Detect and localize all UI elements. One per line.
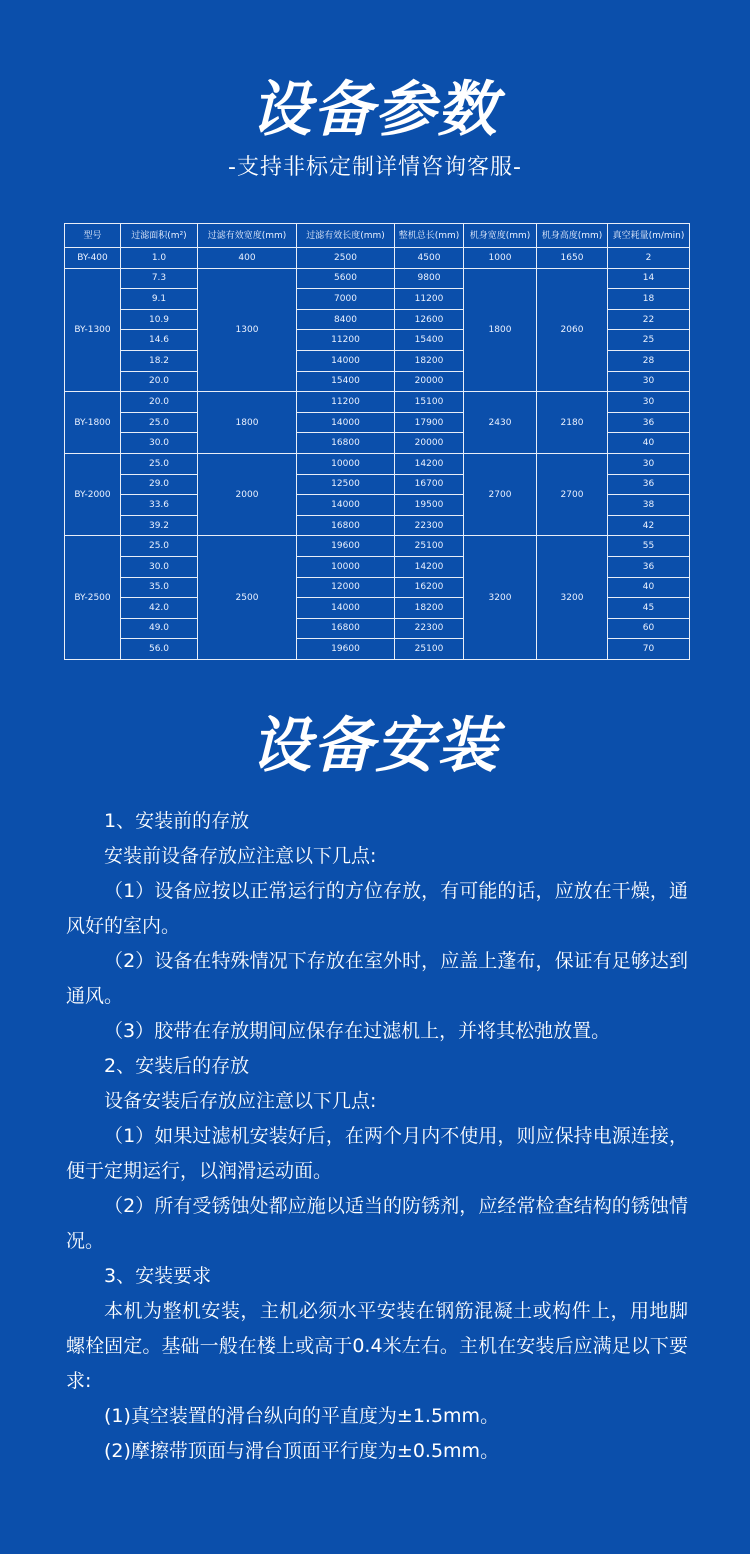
filter-area-cell: 35.0	[121, 577, 198, 598]
total-length-cell: 22300	[395, 618, 464, 639]
body-height-cell: 3200	[537, 536, 608, 660]
filter-width-cell: 2500	[198, 536, 297, 660]
vacuum-consumption-cell: 28	[608, 350, 690, 371]
install-paragraph: （2）设备在特殊情况下存放在室外时，应盖上蓬布，保证有足够达到通风。	[66, 950, 688, 1007]
vacuum-consumption-cell: 36	[608, 412, 690, 433]
body-width-cell: 2700	[464, 453, 537, 535]
filter-length-cell: 16800	[297, 433, 395, 454]
install-paragraph: (2)摩擦带顶面与滑台顶面平行度为±0.5mm。	[104, 1440, 500, 1462]
body-height-cell: 2180	[537, 392, 608, 454]
total-length-cell: 11200	[395, 289, 464, 310]
vacuum-consumption-cell: 60	[608, 618, 690, 639]
filter-width-cell: 1300	[198, 268, 297, 392]
vacuum-consumption-cell: 2	[608, 248, 690, 269]
column-header: 整机总长(mm)	[395, 224, 464, 248]
filter-length-cell: 19600	[297, 639, 395, 660]
body-height-cell: 2700	[537, 453, 608, 535]
total-length-cell: 18200	[395, 350, 464, 371]
total-length-cell: 25100	[395, 536, 464, 557]
filter-area-cell: 25.0	[121, 536, 198, 557]
vacuum-consumption-cell: 14	[608, 268, 690, 289]
model-cell: BY-400	[65, 248, 121, 269]
vacuum-consumption-cell: 30	[608, 371, 690, 392]
vacuum-consumption-cell: 42	[608, 515, 690, 536]
vacuum-consumption-cell: 38	[608, 495, 690, 516]
filter-length-cell: 8400	[297, 309, 395, 330]
filter-length-cell: 12500	[297, 474, 395, 495]
install-paragraph: 本机为整机安装，主机必须水平安装在钢筋混凝土或构件上，用地脚螺栓固定。基础一般在楼上或高于0.4米左右。主机在安装后应满足以下要求:	[66, 1300, 688, 1392]
vacuum-consumption-cell: 22	[608, 309, 690, 330]
body-width-cell: 2430	[464, 392, 537, 454]
total-length-cell: 14200	[395, 453, 464, 474]
total-length-cell: 19500	[395, 495, 464, 516]
table-row	[65, 392, 690, 413]
filter-length-cell: 11200	[297, 392, 395, 413]
filter-area-cell: 30.0	[121, 433, 198, 454]
total-length-cell: 17900	[395, 412, 464, 433]
install-content	[66, 804, 688, 1469]
filter-length-cell: 10000	[297, 556, 395, 577]
column-header: 过滤面积(m²)	[121, 224, 198, 248]
filter-length-cell: 14000	[297, 598, 395, 619]
install-paragraph: 2、安装后的存放	[104, 1055, 250, 1077]
filter-length-cell: 10000	[297, 453, 395, 474]
install-paragraph: （2）所有受锈蚀处都应施以适当的防锈剂，应经常检查结构的锈蚀情况。	[66, 1195, 688, 1252]
params-title: 设备参数	[251, 75, 499, 145]
filter-area-cell: 20.0	[121, 392, 198, 413]
spec-table	[64, 223, 690, 660]
filter-width-cell: 400	[198, 248, 297, 269]
vacuum-consumption-cell: 36	[608, 556, 690, 577]
total-length-cell: 9800	[395, 268, 464, 289]
vacuum-consumption-cell: 30	[608, 453, 690, 474]
vacuum-consumption-cell: 40	[608, 577, 690, 598]
total-length-cell: 4500	[395, 248, 464, 269]
filter-area-cell: 49.0	[121, 618, 198, 639]
filter-length-cell: 19600	[297, 536, 395, 557]
table-row	[65, 248, 690, 269]
column-header: 过滤有效长度(mm)	[297, 224, 395, 248]
vacuum-consumption-cell: 55	[608, 536, 690, 557]
install-paragraph: 1、安装前的存放	[104, 810, 250, 832]
total-length-cell: 22300	[395, 515, 464, 536]
filter-area-cell: 42.0	[121, 598, 198, 619]
column-header: 机身高度(mm)	[537, 224, 608, 248]
filter-area-cell: 33.6	[121, 495, 198, 516]
filter-length-cell: 14000	[297, 412, 395, 433]
install-paragraph: 设备安装后存放应注意以下几点:	[104, 1090, 377, 1112]
total-length-cell: 15100	[395, 392, 464, 413]
vacuum-consumption-cell: 30	[608, 392, 690, 413]
filter-length-cell: 7000	[297, 289, 395, 310]
filter-length-cell: 16800	[297, 515, 395, 536]
table-row	[65, 268, 690, 289]
body-height-cell: 2060	[537, 268, 608, 392]
filter-width-cell: 2000	[198, 453, 297, 535]
vacuum-consumption-cell: 70	[608, 639, 690, 660]
vacuum-consumption-cell: 18	[608, 289, 690, 310]
filter-area-cell: 30.0	[121, 556, 198, 577]
filter-length-cell: 16800	[297, 618, 395, 639]
install-paragraph: （1）如果过滤机安装好后，在两个月内不使用，则应保持电源连接，便于定期运行，以润滑运动面。	[66, 1125, 688, 1182]
vacuum-consumption-cell: 36	[608, 474, 690, 495]
filter-length-cell: 15400	[297, 371, 395, 392]
filter-area-cell: 10.9	[121, 309, 198, 330]
body-height-cell: 1650	[537, 248, 608, 269]
total-length-cell: 25100	[395, 639, 464, 660]
total-length-cell: 20000	[395, 371, 464, 392]
vacuum-consumption-cell: 45	[608, 598, 690, 619]
filter-length-cell: 5600	[297, 268, 395, 289]
filter-area-cell: 25.0	[121, 412, 198, 433]
install-paragraph: 安装前设备存放应注意以下几点:	[104, 845, 377, 867]
filter-area-cell: 20.0	[121, 371, 198, 392]
filter-length-cell: 11200	[297, 330, 395, 351]
vacuum-consumption-cell: 25	[608, 330, 690, 351]
column-header: 型号	[65, 224, 121, 248]
filter-length-cell: 14000	[297, 495, 395, 516]
total-length-cell: 15400	[395, 330, 464, 351]
filter-area-cell: 39.2	[121, 515, 198, 536]
body-width-cell: 1800	[464, 268, 537, 392]
filter-area-cell: 9.1	[121, 289, 198, 310]
install-paragraph: （3）胶带在存放期间应保存在过滤机上，并将其松弛放置。	[104, 1020, 611, 1042]
filter-area-cell: 56.0	[121, 639, 198, 660]
total-length-cell: 16700	[395, 474, 464, 495]
filter-area-cell: 29.0	[121, 474, 198, 495]
filter-width-cell: 1800	[198, 392, 297, 454]
model-cell: BY-1300	[65, 268, 121, 392]
total-length-cell: 12600	[395, 309, 464, 330]
table-row	[65, 536, 690, 557]
filter-length-cell: 2500	[297, 248, 395, 269]
install-title: 设备安装	[251, 711, 499, 781]
table-row	[65, 453, 690, 474]
filter-area-cell: 7.3	[121, 268, 198, 289]
total-length-cell: 14200	[395, 556, 464, 577]
install-paragraph: 3、安装要求	[104, 1265, 212, 1287]
body-width-cell: 1000	[464, 248, 537, 269]
install-paragraph: (1)真空装置的滑台纵向的平直度为±1.5mm。	[104, 1405, 500, 1427]
column-header: 过滤有效宽度(mm)	[198, 224, 297, 248]
body-width-cell: 3200	[464, 536, 537, 660]
model-cell: BY-2500	[65, 536, 121, 660]
filter-area-cell: 25.0	[121, 453, 198, 474]
filter-area-cell: 14.6	[121, 330, 198, 351]
filter-area-cell: 1.0	[121, 248, 198, 269]
filter-length-cell: 12000	[297, 577, 395, 598]
total-length-cell: 18200	[395, 598, 464, 619]
table-header-row	[65, 224, 690, 248]
vacuum-consumption-cell: 40	[608, 433, 690, 454]
total-length-cell: 16200	[395, 577, 464, 598]
column-header: 真空耗量(m/min)	[608, 224, 690, 248]
total-length-cell: 20000	[395, 433, 464, 454]
filter-area-cell: 18.2	[121, 350, 198, 371]
column-header: 机身宽度(mm)	[464, 224, 537, 248]
model-cell: BY-1800	[65, 392, 121, 454]
filter-length-cell: 14000	[297, 350, 395, 371]
model-cell: BY-2000	[65, 453, 121, 535]
install-paragraph: （1）设备应按以正常运行的方位存放，有可能的话，应放在干燥，通风好的室内。	[66, 880, 688, 937]
params-subtitle: -支持非标定制详情咨询客服-	[228, 155, 522, 180]
